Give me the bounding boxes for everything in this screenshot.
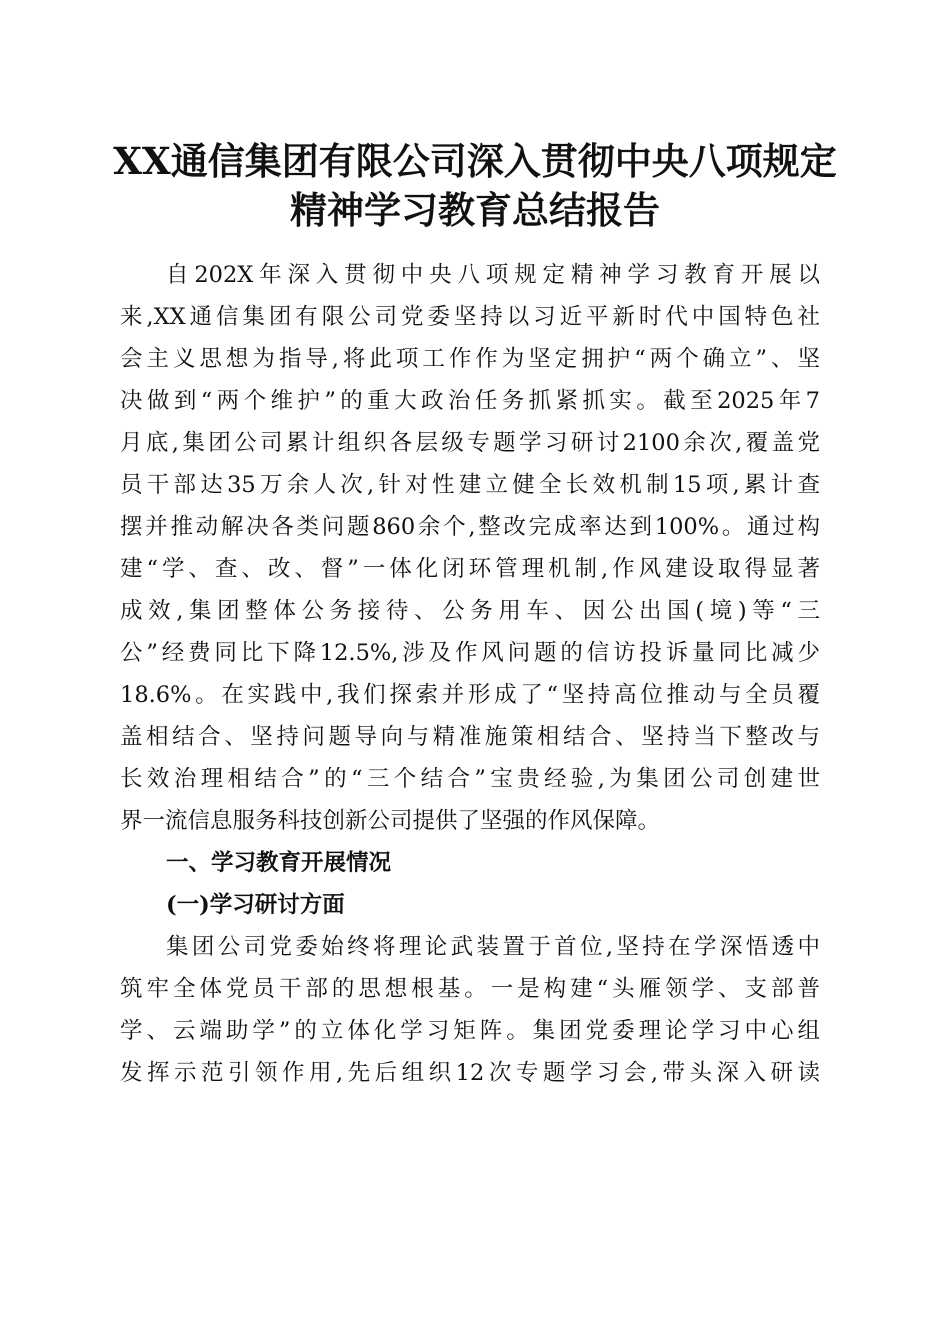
intro-paragraph-line: 18.6%。在实践中,我们探索并形成了“坚持高位推动与全员覆 <box>120 682 820 708</box>
intro-paragraph-line: 会主义思想为指导,将此项工作作为坚定拥护“两个确立”、坚 <box>120 346 820 372</box>
section-paragraph-line: 筑牢全体党员干部的思想根基。一是构建“头雁领学、支部普 <box>120 976 820 1002</box>
intro-paragraph-line: 决做到“两个维护”的重大政治任务抓紧抓实。截至2025年7 <box>120 388 820 414</box>
intro-paragraph-line: 摆并推动解决各类问题860余个,整改完成率达到100%。通过构 <box>120 514 820 540</box>
subsection-heading: (一)学习研讨方面 <box>166 892 345 918</box>
intro-paragraph-line: 公”经费同比下降12.5%,涉及作风问题的信访投诉量同比减少 <box>120 640 820 666</box>
intro-paragraph-line: 来,XX通信集团有限公司党委坚持以习近平新时代中国特色社 <box>120 304 820 330</box>
section-paragraph-line: 学、云端助学”的立体化学习矩阵。集团党委理论学习中心组 <box>120 1018 820 1044</box>
section-paragraph-line: 发挥示范引领作用,先后组织12次专题学习会,带头深入研读 <box>120 1060 820 1086</box>
intro-paragraph-line: 成效,集团整体公务接待、公务用车、因公出国(境)等“三 <box>120 598 820 624</box>
intro-paragraph-line: 界一流信息服务科技创新公司提供了坚强的作风保障。 <box>120 808 661 834</box>
intro-paragraph-line: 员干部达35万余人次,针对性建立健全长效机制15项,累计查 <box>120 472 820 498</box>
intro-paragraph-line: 盖相结合、坚持问题导向与精准施策相结合、坚持当下整改与 <box>120 724 820 750</box>
document-title-line-1: XX通信集团有限公司深入贯彻中央八项规定 <box>113 139 837 183</box>
section-heading: 一、学习教育开展情况 <box>166 850 392 876</box>
intro-paragraph-line: 月底,集团公司累计组织各层级专题学习研讨2100余次,覆盖党 <box>120 430 820 456</box>
intro-paragraph-line: 长效治理相结合”的“三个结合”宝贵经验,为集团公司创建世 <box>120 766 820 792</box>
intro-paragraph-line: 建“学、查、改、督”一体化闭环管理机制,作风建设取得显著 <box>120 556 820 582</box>
intro-paragraph-line: 自202X年深入贯彻中央八项规定精神学习教育开展以 <box>166 262 820 288</box>
section-paragraph-line: 集团公司党委始终将理论武装置于首位,坚持在学深悟透中 <box>166 934 820 960</box>
document-title-line-2: 精神学习教育总结报告 <box>290 188 660 232</box>
